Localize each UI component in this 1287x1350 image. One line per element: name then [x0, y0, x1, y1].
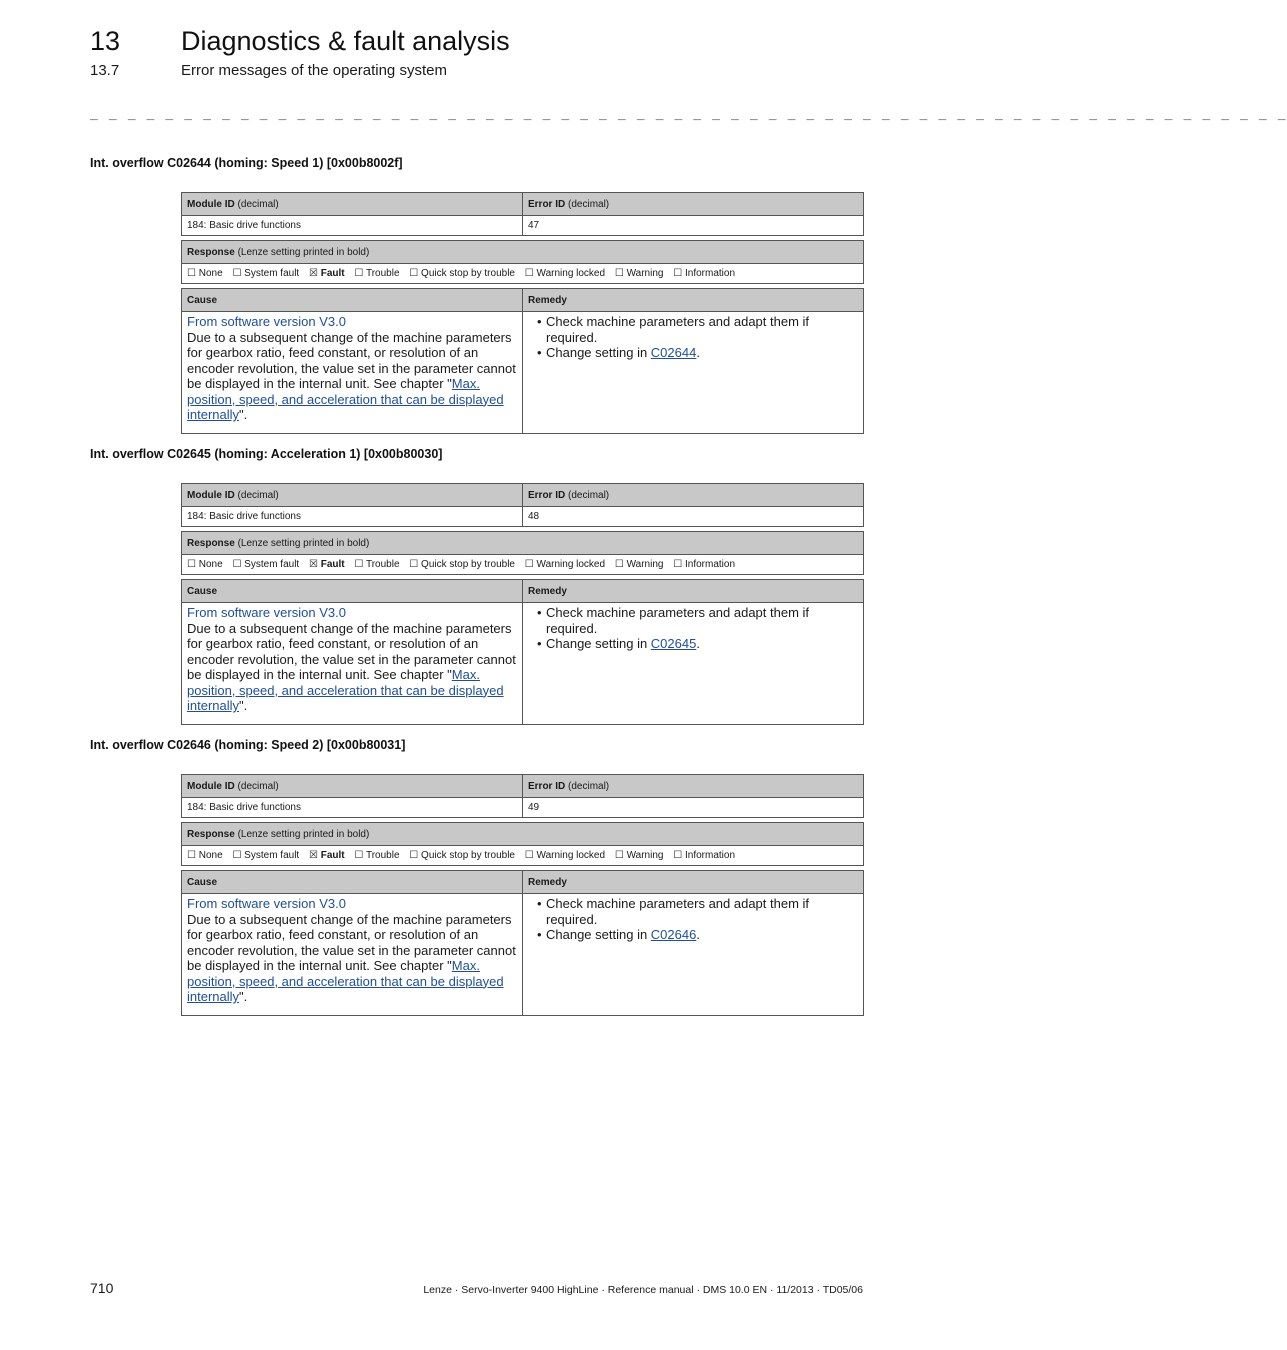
response-options — [182, 264, 864, 284]
option-warning-locked: ☐ Warning locked — [524, 850, 606, 861]
option-none: ☐ None — [187, 268, 223, 279]
response-options — [182, 846, 864, 866]
id-table — [181, 483, 864, 527]
remedy-item: • Change setting in C02644. — [537, 345, 858, 361]
option-warning: ☐ Warning — [614, 559, 664, 570]
module-id-value: 184: Basic drive functions — [182, 507, 523, 527]
remedy-item: • Change setting in C02646. — [537, 927, 858, 943]
remedy-header: Remedy — [523, 289, 864, 312]
id-table — [181, 192, 864, 236]
option-none: ☐ None — [187, 559, 223, 570]
chapter-link[interactable]: Max. position, speed, and acceleration that can be displayed internally — [187, 376, 504, 422]
response-header: Response (Lenze setting printed in bold) — [182, 532, 864, 555]
response-header: Response (Lenze setting printed in bold) — [182, 241, 864, 264]
error-id-value: 49 — [523, 798, 864, 818]
option-warning: ☐ Warning — [614, 850, 664, 861]
chapter-link[interactable]: Max. position, speed, and acceleration that can be displayed internally — [187, 958, 504, 1004]
cause-header: Cause — [182, 289, 523, 312]
option-fault: ☒ Fault — [308, 268, 345, 279]
option-trouble: ☐ Trouble — [354, 559, 400, 570]
header-separator: _ _ _ _ _ _ _ _ _ _ _ _ _ _ _ _ _ _ _ _ _ _ _ _ _ _ _ _ _ _ _ _ _ _ _ _ _ _ _ _ _ _ _ _ _ _ _ _ _ _ _ _ _ _ _ _ _ _ _ _ _ _ _ _ — [90, 106, 1287, 121]
error-id-header: Error ID (decimal) — [523, 775, 864, 798]
option-warning-locked: ☐ Warning locked — [524, 559, 606, 570]
version-note: From software version V3.0 — [187, 314, 346, 329]
response-table — [181, 531, 864, 575]
parameter-link[interactable]: C02644 — [650, 345, 697, 360]
cause-text: From software version V3.0 Due to a subsequent change of the machine parameters for gearbox ratio, feed constant, or resolution of an encoder revolution, the value set in the parameter cannot be displayed in the internal unit. See chapter "Max. position, speed, and acceleration that can be displayed internally". — [182, 312, 523, 434]
cause-text: From software version V3.0 Due to a subsequent change of the machine parameters for gearbox ratio, feed constant, or resolution of an encoder revolution, the value set in the parameter cannot be displayed in the internal unit. See chapter "Max. position, speed, and acceleration that can be displayed internally". — [182, 894, 523, 1016]
error-block — [181, 192, 864, 434]
section-title: Error messages of the operating system — [181, 62, 447, 79]
option-information: ☐ Information — [673, 850, 736, 861]
remedy-item: • Check machine parameters and adapt them if required. — [537, 605, 858, 636]
chapter-title: Diagnostics & fault analysis — [181, 26, 510, 56]
option-warning-locked: ☐ Warning locked — [524, 268, 606, 279]
remedy-text — [523, 312, 864, 434]
error-title: Int. overflow C02644 (homing: Speed 1) [0x00b8002f] — [90, 156, 403, 170]
option-information: ☐ Information — [673, 268, 736, 279]
option-quick-stop: ☐ Quick stop by trouble — [409, 559, 515, 570]
module-id-header: Module ID (decimal) — [182, 484, 523, 507]
cause-header: Cause — [182, 580, 523, 603]
cause-remedy-table — [181, 870, 864, 1016]
remedy-item: • Change setting in C02645. — [537, 636, 858, 652]
remedy-header: Remedy — [523, 580, 864, 603]
remedy-header: Remedy — [523, 871, 864, 894]
error-block — [181, 483, 864, 725]
option-system-fault: ☐ System fault — [232, 850, 300, 861]
id-table — [181, 774, 864, 818]
remedy-item: • Check machine parameters and adapt them if required. — [537, 896, 858, 927]
cause-header: Cause — [182, 871, 523, 894]
response-table — [181, 822, 864, 866]
option-warning: ☐ Warning — [614, 268, 664, 279]
option-system-fault: ☐ System fault — [232, 559, 300, 570]
option-information: ☐ Information — [673, 559, 736, 570]
module-id-value: 184: Basic drive functions — [182, 216, 523, 236]
option-none: ☐ None — [187, 850, 223, 861]
error-id-value: 48 — [523, 507, 864, 527]
option-quick-stop: ☐ Quick stop by trouble — [409, 268, 515, 279]
option-trouble: ☐ Trouble — [354, 850, 400, 861]
version-note: From software version V3.0 — [187, 605, 346, 620]
remedy-text — [523, 603, 864, 725]
footer-document: Lenze · Servo-Inverter 9400 HighLine · Reference manual · DMS 10.0 EN · 11/2013 · TD05/06 — [423, 1284, 863, 1296]
parameter-link[interactable]: C02645 — [650, 636, 697, 651]
option-fault: ☒ Fault — [308, 559, 345, 570]
remedy-item: • Check machine parameters and adapt them if required. — [537, 314, 858, 345]
module-id-value: 184: Basic drive functions — [182, 798, 523, 818]
response-table — [181, 240, 864, 284]
option-fault: ☒ Fault — [308, 850, 345, 861]
option-quick-stop: ☐ Quick stop by trouble — [409, 850, 515, 861]
chapter-link[interactable]: Max. position, speed, and acceleration that can be displayed internally — [187, 667, 504, 713]
cause-remedy-table — [181, 579, 864, 725]
error-title: Int. overflow C02645 (homing: Acceleration 1) [0x00b80030] — [90, 447, 443, 461]
cause-remedy-table — [181, 288, 864, 434]
error-block — [181, 774, 864, 1016]
section-number: 13.7 — [90, 62, 120, 79]
error-id-header: Error ID (decimal) — [523, 193, 864, 216]
parameter-link[interactable]: C02646 — [650, 927, 697, 942]
error-title: Int. overflow C02646 (homing: Speed 2) [0x00b80031] — [90, 738, 406, 752]
response-options — [182, 555, 864, 575]
remedy-text — [523, 894, 864, 1016]
option-system-fault: ☐ System fault — [232, 268, 300, 279]
page-number: 710 — [90, 1280, 114, 1296]
option-trouble: ☐ Trouble — [354, 268, 400, 279]
cause-text: From software version V3.0 Due to a subsequent change of the machine parameters for gearbox ratio, feed constant, or resolution of an encoder revolution, the value set in the parameter cannot be displayed in the internal unit. See chapter "Max. position, speed, and acceleration that can be displayed internally". — [182, 603, 523, 725]
chapter-number: 13 — [90, 26, 121, 56]
module-id-header: Module ID (decimal) — [182, 193, 523, 216]
error-id-header: Error ID (decimal) — [523, 484, 864, 507]
error-id-value: 47 — [523, 216, 864, 236]
version-note: From software version V3.0 — [187, 896, 346, 911]
module-id-header: Module ID (decimal) — [182, 775, 523, 798]
response-header: Response (Lenze setting printed in bold) — [182, 823, 864, 846]
